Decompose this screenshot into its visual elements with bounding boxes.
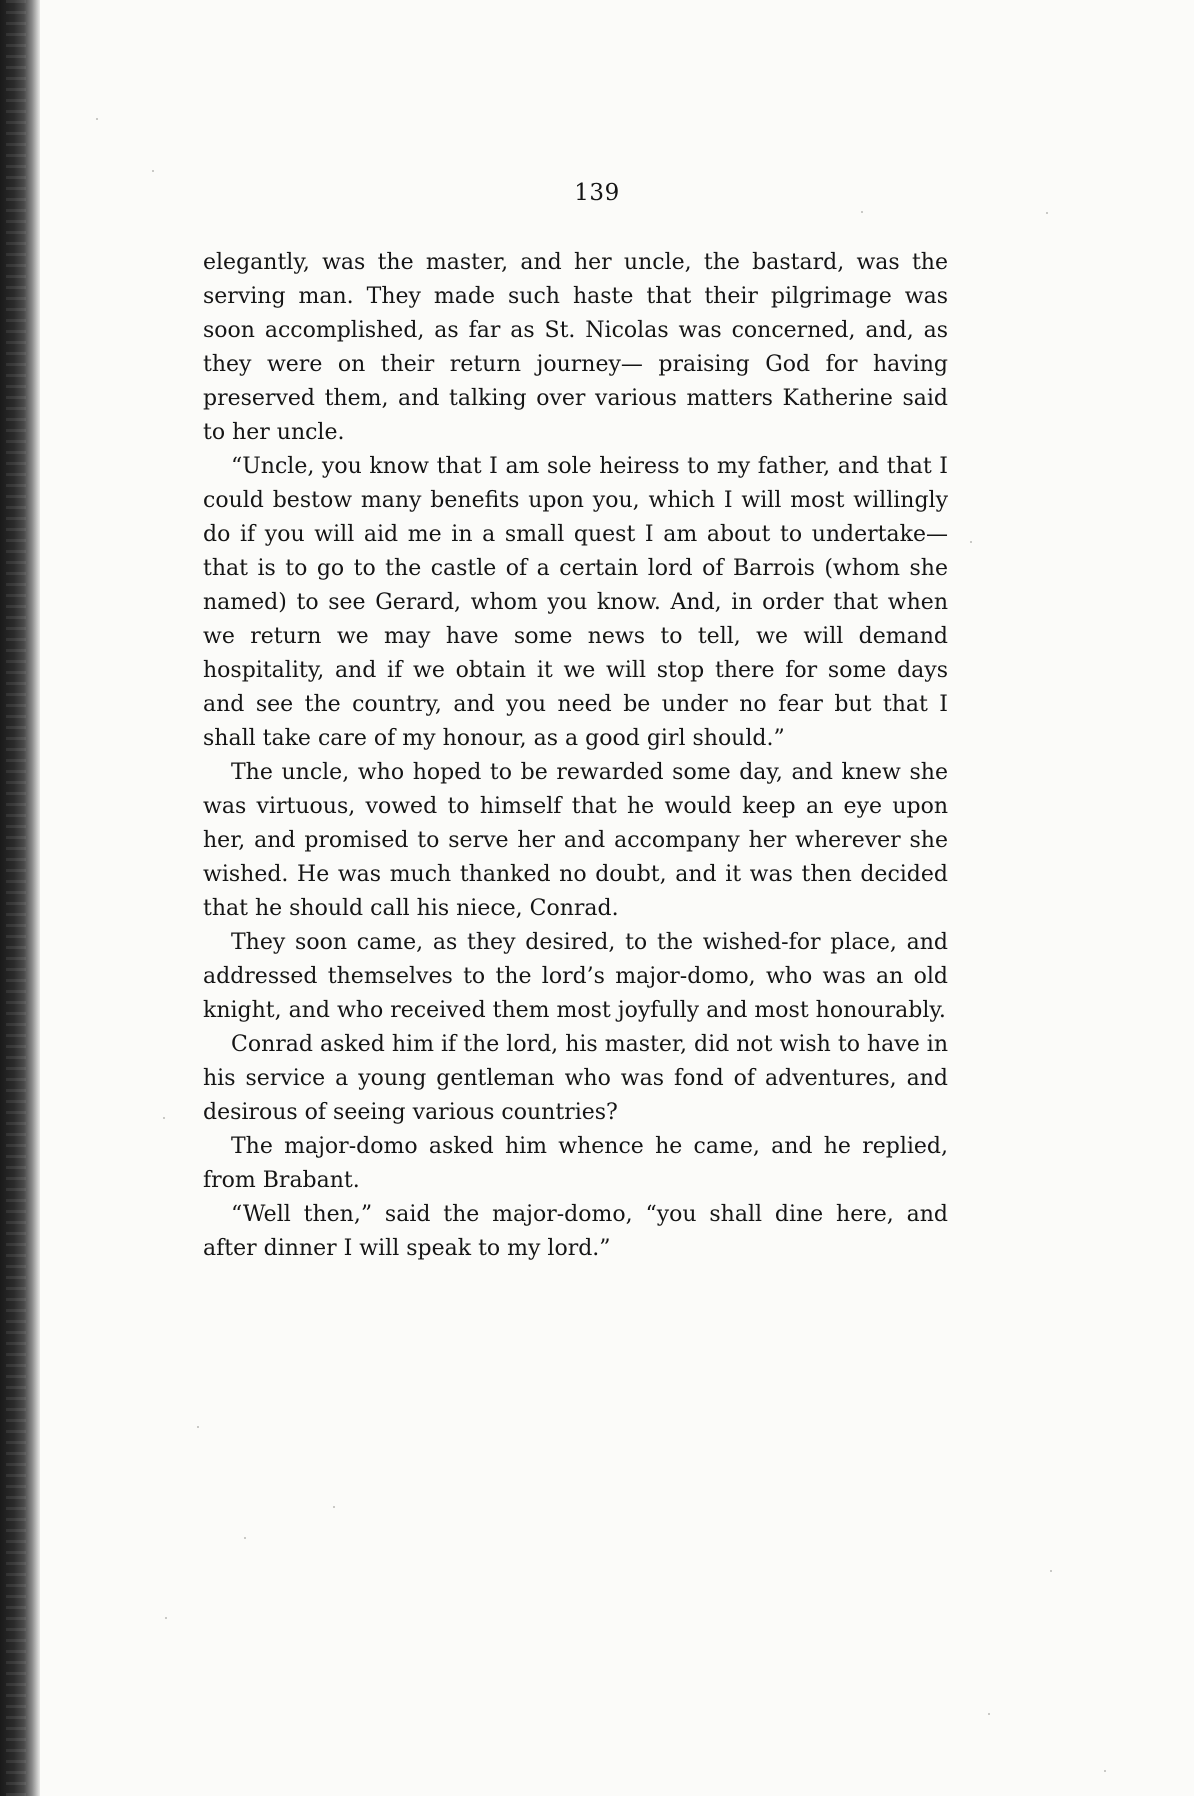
paragraph-4: They soon came, as they desired, to the wished-for place, and addressed themselves to the lord’s major-domo, who was an old knight, and who received them most joyfully and most honourably. — [203, 930, 948, 1023]
paper-speck — [96, 118, 98, 120]
paper-speck — [1104, 1770, 1106, 1772]
paper-speck — [1046, 212, 1048, 214]
paper-speck — [163, 1117, 165, 1119]
paragraph-3: The uncle, who hoped to be rewarded some day, and knew she was virtuous, vowed to himself that he would keep an eye upon her, and promised to serve her and accompany her wherever she wished. He was much thanked no doubt, and it was then decided that he should call his niece, Conrad. — [203, 760, 948, 921]
paragraph-1: elegantly, was the master, and her uncle, the bastard, was the serving man. They made such haste that their pilgrimage was soon accomplished, as far as St. Nicolas was concerned, and, as they were on their return journey— praising God for having preserved them, and talking over various matters Katherine said to her uncle. — [203, 250, 948, 445]
paper-speck — [861, 211, 863, 213]
paragraph-2: “Uncle, you know that I am sole heiress to my father, and that I could bestow many benefits upon you, which I will most willingly do if you will aid me in a small quest I am about to undertake—that is to go to the castle of a certain lord of Barrois (whom she named) to see Gerard, whom you know. And, in order that when we return we may have some news to tell, we will demand hospitality, and if we obtain it we will stop there for some days and see the country, and you need be under no fear but that I shall take care of my honour, as a good girl should.” — [203, 454, 948, 751]
body-text — [203, 246, 948, 1266]
paper-speck — [165, 1617, 167, 1619]
paragraph-7: “Well then,” said the major-domo, “you shall dine here, and after dinner I will speak to my lord.” — [203, 1202, 948, 1261]
binding-edge — [0, 0, 40, 1796]
page-number: 139 — [574, 180, 620, 206]
paper-speck — [988, 1713, 990, 1715]
paper-speck — [152, 170, 154, 172]
paper-speck — [197, 1426, 199, 1428]
paper-speck — [244, 1537, 246, 1539]
paper-speck — [333, 1506, 335, 1508]
paragraph-6: The major-domo asked him whence he came, and he replied, from Brabant. — [203, 1134, 948, 1193]
paragraph-5: Conrad asked him if the lord, his master, did not wish to have in his service a young gentleman who was fond of adventures, and desirous of seeing various countries? — [203, 1032, 948, 1125]
paper-speck — [970, 541, 972, 543]
paper-speck — [1050, 1570, 1052, 1572]
